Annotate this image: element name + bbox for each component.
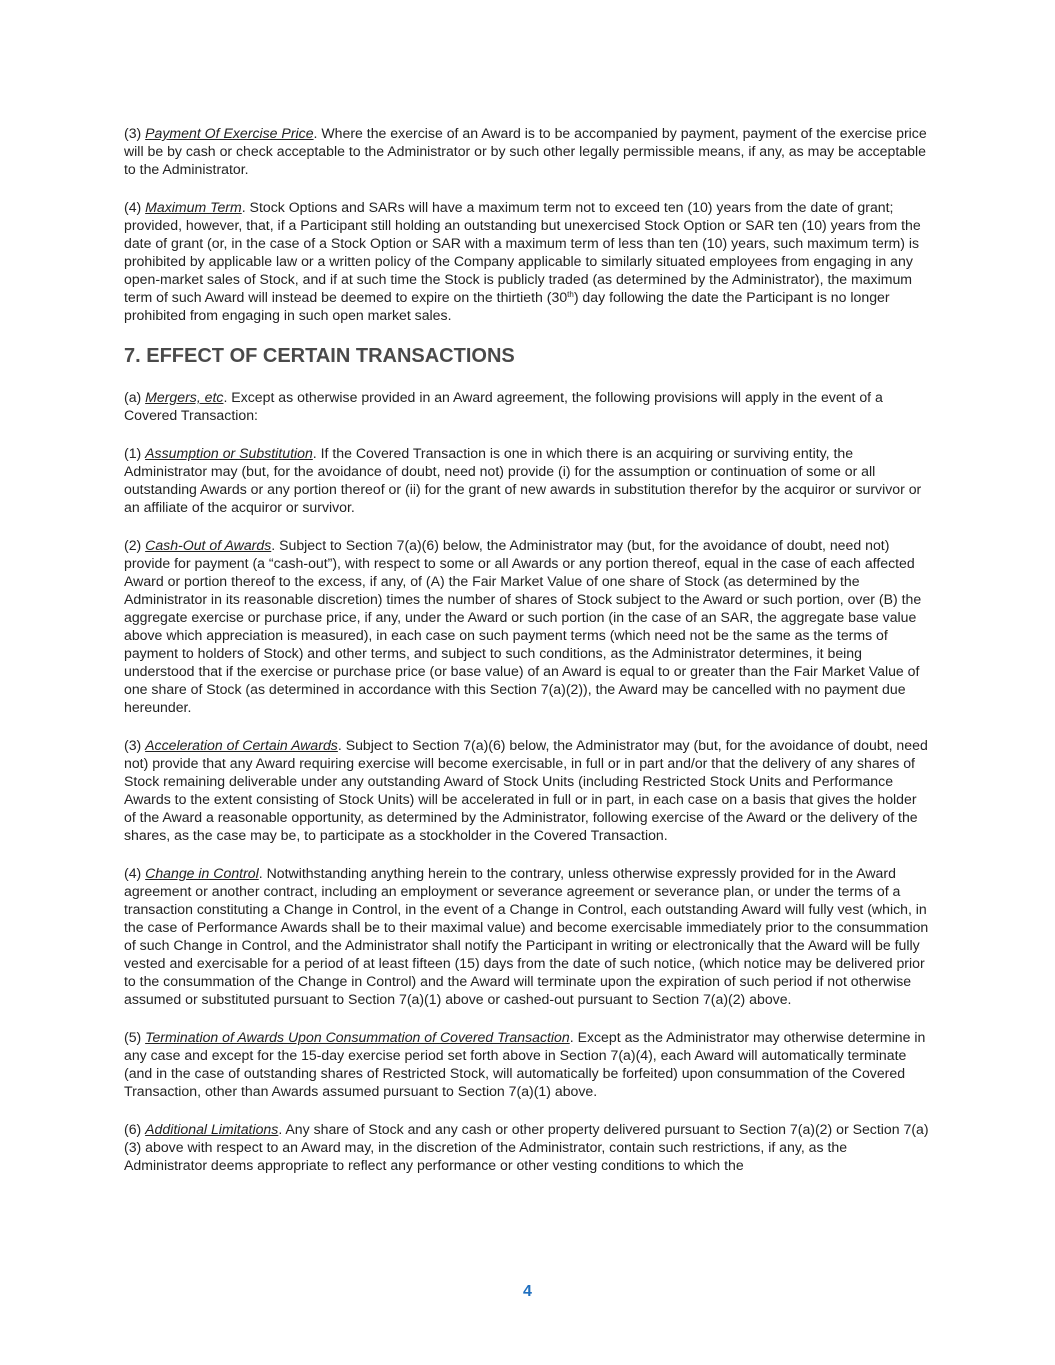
paragraph-assumption-or-substitution — [124, 444, 932, 516]
paragraph-number: (1) — [124, 445, 146, 461]
ordinal-superscript: th — [567, 290, 574, 299]
paragraph-payment-of-exercise-price — [124, 124, 932, 178]
paragraph-additional-limitations — [124, 1120, 932, 1174]
paragraph-body: . Except as the Administrator may otherwise determine in any case and except for the 15-day exercise period set forth above in Section 7(a)(4), each Award will automatically terminate (and in the case of outstanding shares of Restricted Stock, will automatically be forfeited) upon consummation of the Covered Transaction, other than Awards assumed pursuant to Section 7(a)(1) above. — [124, 1029, 926, 1099]
paragraph-body: . Stock Options and SARs will have a maximum term not to exceed ten (10) years from the date of grant; provided, however, that, if a Participant still holding an outstanding but unexercised Stock Option or SAR ten (10) years from the date of grant (or, in the case of a Stock Option or SAR with a maximum term of less than ten (10) years, such maximum term) is prohibited by applicable law or a written policy of the Company applicable to similarly situated employees from engaging in any open-market sales of Stock, and if at such time the Stock is publicly traded (as determined by the Administrator), the maximum term of such Award will instead be deemed to expire on the thirtieth (30 — [124, 199, 921, 305]
paragraph-number: (2) — [124, 537, 146, 553]
paragraph-mergers — [124, 388, 932, 424]
page-number: 4 — [523, 1283, 532, 1300]
paragraph-heading: Cash-Out of Awards — [145, 537, 272, 553]
paragraph-heading: Acceleration of Certain Awards — [145, 737, 338, 753]
section-title: 7. EFFECT OF CERTAIN TRANSACTIONS — [124, 345, 515, 367]
paragraph-heading: Termination of Awards Upon Consummation of Covered Transaction — [145, 1029, 570, 1045]
paragraph-number: (3) — [124, 737, 146, 753]
paragraph-termination-of-awards — [124, 1028, 932, 1100]
paragraph-heading: Payment Of Exercise Price — [145, 125, 314, 141]
paragraph-acceleration-of-certain-awards — [124, 736, 932, 844]
paragraph-heading: Mergers, etc — [145, 389, 224, 405]
paragraph-number: (3) — [124, 125, 146, 141]
paragraph-body: . If the Covered Transaction is one in which there is an acquiring or surviving entity, the Administrator may (but, for the avoidance of doubt, need not) provide (i) for the assumption or continuation of some or all outstanding Awards or any portion thereof or (ii) for the grant of new awards in substitution therefor by the acquiror or survivor or an affiliate of the acquiror or survivor. — [124, 445, 922, 515]
paragraph-number: (4) — [124, 199, 146, 215]
paragraph-body-continued: ) day following the date the Participant is no longer prohibited from engaging in such open market sales. — [124, 289, 890, 323]
paragraph-number: (6) — [124, 1121, 146, 1137]
document-page — [124, 124, 932, 1194]
paragraph-number: (a) — [124, 389, 146, 405]
paragraph-maximum-term — [124, 198, 932, 324]
paragraph-body: . Notwithstanding anything herein to the contrary, unless otherwise expressly provided for in the Award agreement or another contract, including an employment or severance agreement or severance plan, or under the terms of a transaction constituting a Change in Control, in the event of a Change in Control, each outstanding Award will fully vest (which, in the case of Performance Awards shall be to their maximal value) and become exercisable immediately prior to the consummation of such Change in Control, and the Administrator shall notify the Participant in writing or electronically that the Award will be fully vested and exercisable for a period of at least fifteen (15) days from the date of such notice, (which notice may be delivered prior to the consummation of the Change in Control) and the Award will terminate upon the expiration of such period if not otherwise assumed or substituted pursuant to Section 7(a)(1) above or cashed-out pursuant to Section 7(a)(2) above. — [124, 865, 929, 1007]
paragraph-body: . Where the exercise of an Award is to be accompanied by payment, payment of the exercise price will be by cash or check acceptable to the Administrator or by such other legally permissible means, if any, as may be acceptable to the Administrator. — [124, 125, 927, 177]
paragraph-heading: Change in Control — [145, 865, 259, 881]
paragraph-heading: Assumption or Substitution — [145, 445, 313, 461]
paragraph-heading: Maximum Term — [145, 199, 242, 215]
paragraph-number: (4) — [124, 865, 146, 881]
paragraph-heading: Additional Limitations — [145, 1121, 279, 1137]
paragraph-body: . Subject to Section 7(a)(6) below, the Administrator may (but, for the avoidance of doubt, need not) provide that any Award requiring exercise will become exercisable, in full or in part and/or that the delivery of any shares of Stock remaining deliverable under any outstanding Award of Stock Units (including Restricted Stock Units and Performance Awards to the extent consisting of Stock Units) will be accelerated in full or in part, in each case on a basis that gives the holder of the Award a reasonable opportunity, as determined by the Administrator, following exercise of the Award or the delivery of the shares, as the case may be, to participate as a stockholder in the Covered Transaction. — [124, 737, 928, 843]
paragraph-body: . Except as otherwise provided in an Award agreement, the following provisions will apply in the event of a Covered Transaction: — [124, 389, 883, 423]
paragraph-number: (5) — [124, 1029, 146, 1045]
paragraph-body: . Any share of Stock and any cash or other property delivered pursuant to Section 7(a)(2) or Section 7(a)(3) above with respect to an Award may, in the discretion of the Administrator, contain such restrictions, if any, as the Administrator deems appropriate to reflect any performance or other vesting conditions to which the — [124, 1121, 929, 1173]
paragraph-change-in-control — [124, 864, 932, 1008]
paragraph-cash-out-of-awards — [124, 536, 932, 716]
paragraph-body: . Subject to Section 7(a)(6) below, the Administrator may (but, for the avoidance of doubt, need not) provide for payment (a “cash-out”), with respect to some or all Awards or any portion thereof, equal in the case of each affected Award or portion thereof to the excess, if any, of (A) the Fair Market Value of one share of Stock (as determined by the Administrator in its reasonable discretion) times the number of shares of Stock subject to the Award or such portion, over (B) the aggregate exercise or purchase price, if any, under the Award or such portion (in the case of an SAR, the aggregate base value above which appreciation is measured), in each case on such payment terms (which need not be the same as the terms of payment to holders of Stock) and other terms, and subject to such conditions, as the Administrator determines, it being understood that if the exercise or purchase price (or base value) of an Award is equal to or greater than the Fair Market Value of one share of Stock (as determined in accordance with this Section 7(a)(2)), the Award may be cancelled with no payment due hereunder. — [124, 537, 922, 715]
